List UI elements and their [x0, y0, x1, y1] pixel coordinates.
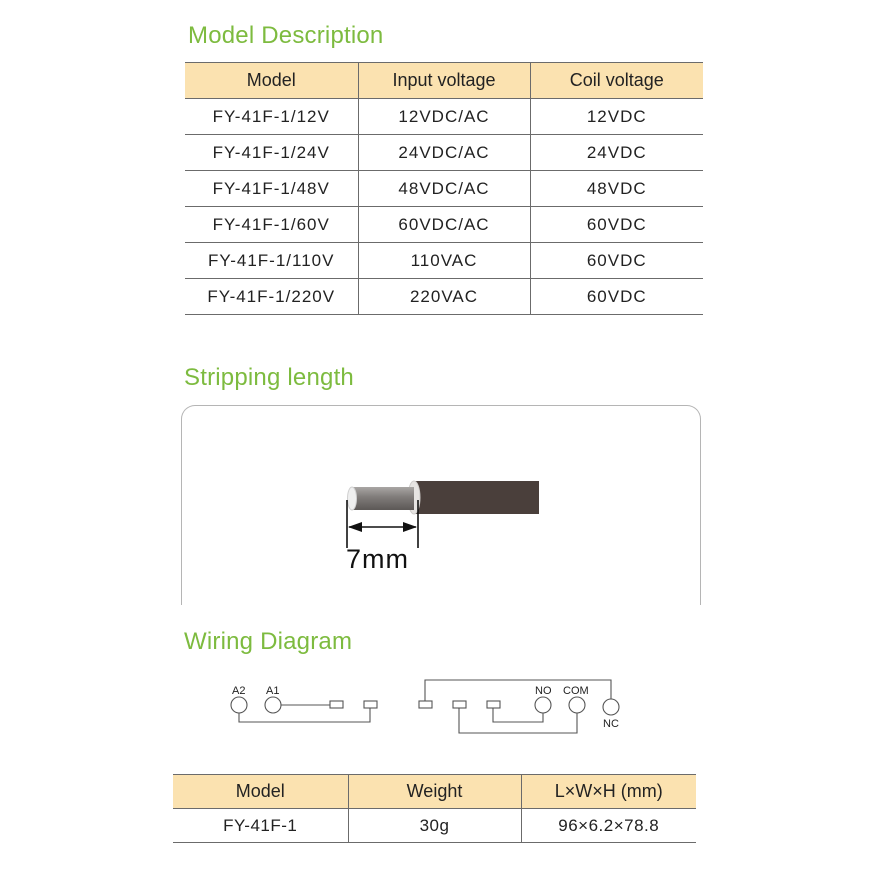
label-a2: A2	[232, 685, 246, 697]
cell-model: FY-41F-1/24V	[185, 135, 358, 171]
cell-weight: 30g	[348, 809, 521, 843]
cell-input-voltage: 24VDC/AC	[358, 135, 530, 171]
terminal-a1	[265, 697, 281, 713]
cell-coil-voltage: 60VDC	[530, 279, 703, 315]
column-header-dimensions: L×W×H (mm)	[521, 775, 696, 809]
column-header-input-voltage: Input voltage	[358, 63, 530, 99]
cell-coil-voltage: 60VDC	[530, 243, 703, 279]
wiring-diagram-title: Wiring Diagram	[184, 628, 353, 655]
weight-dimension-table	[173, 774, 696, 843]
cell-model: FY-41F-1/110V	[185, 243, 358, 279]
cell-input-voltage: 110VAC	[358, 243, 530, 279]
stripping-length-title: Stripping length	[184, 364, 354, 391]
table-row	[185, 279, 703, 315]
cell-model: FY-41F-1/12V	[185, 99, 358, 135]
coil-contact-symbol	[364, 701, 377, 708]
terminal-com	[569, 697, 585, 713]
column-header-coil-voltage: Coil voltage	[530, 63, 703, 99]
contact-symbol-1	[419, 701, 432, 708]
model-description-title: Model Description	[188, 22, 384, 49]
column-header-model: Model	[173, 775, 348, 809]
cell-coil-voltage: 24VDC	[530, 135, 703, 171]
table-row	[185, 135, 703, 171]
cell-dimensions: 96×6.2×78.8	[521, 809, 696, 843]
table-row	[173, 809, 696, 843]
cell-coil-voltage: 60VDC	[530, 207, 703, 243]
column-header-weight: Weight	[348, 775, 521, 809]
cell-coil-voltage: 12VDC	[530, 99, 703, 135]
terminal-no	[535, 697, 551, 713]
cell-input-voltage: 12VDC/AC	[358, 99, 530, 135]
label-nc: NC	[603, 718, 619, 730]
table-header-row	[173, 775, 696, 809]
contact-symbol-2	[453, 701, 466, 708]
model-description-table	[185, 62, 703, 315]
contact-symbol-3	[487, 701, 500, 708]
stripping-dimension-label: 7mm	[346, 544, 409, 574]
cell-model: FY-41F-1	[173, 809, 348, 843]
label-no: NO	[535, 685, 552, 697]
cell-model: FY-41F-1/48V	[185, 171, 358, 207]
terminal-nc	[603, 699, 619, 715]
terminal-a2	[231, 697, 247, 713]
cell-coil-voltage: 48VDC	[530, 171, 703, 207]
coil-fuse-symbol	[330, 701, 343, 708]
table-row	[185, 243, 703, 279]
cell-input-voltage: 220VAC	[358, 279, 530, 315]
wiring-diagram	[210, 675, 630, 745]
table-row	[185, 171, 703, 207]
column-header-model: Model	[185, 63, 358, 99]
cell-model: FY-41F-1/220V	[185, 279, 358, 315]
label-a1: A1	[266, 685, 280, 697]
cell-model: FY-41F-1/60V	[185, 207, 358, 243]
table-header-row	[185, 63, 703, 99]
cell-input-voltage: 60VDC/AC	[358, 207, 530, 243]
table-row	[185, 99, 703, 135]
table-row	[185, 207, 703, 243]
label-com: COM	[563, 685, 589, 697]
stripping-illustration-frame	[181, 405, 701, 605]
cell-input-voltage: 48VDC/AC	[358, 171, 530, 207]
